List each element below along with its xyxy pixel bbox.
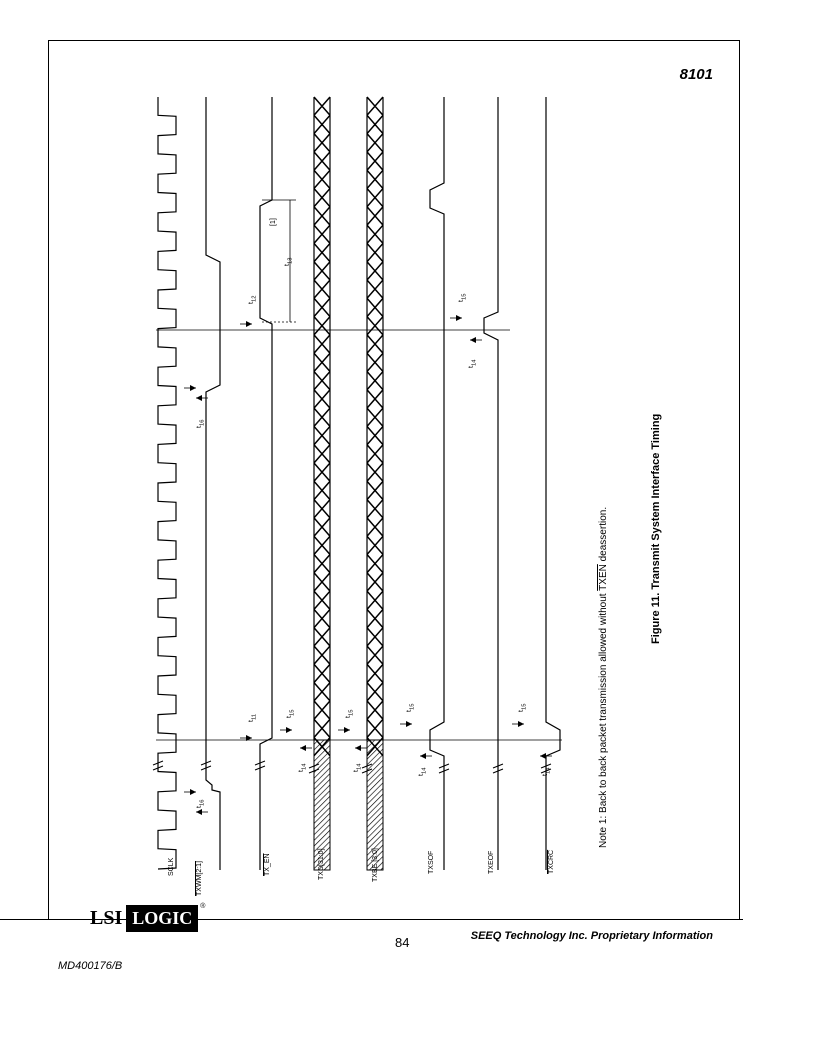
txwm-waveform [206,97,220,870]
footer-rule-left [0,919,52,920]
figure-caption: Figure 11. Transmit System Interface Timing [650,413,662,644]
signal-label-txcrc: TXCRC [548,849,555,874]
sclk-waveform [158,97,176,869]
signal-label-txwm: TXWM[2:1] [196,860,203,896]
page-number: 84 [395,935,410,950]
txbe-bus-crossings [367,97,383,756]
txd-bus-crossings [314,97,330,756]
timing-label-t16-a: $t_{16}$ [196,799,206,808]
timing-label-t11: $t_{11}$ [248,713,258,722]
footer-rule-right [195,919,743,920]
timing-label-t14-txd: $t_{14}$ [298,763,308,772]
timing-label-t14-txcrc: $t_{14}$ [542,767,552,776]
timing-label-t13: $t_{13}$ [284,257,294,266]
timing-label-t15-txsof-b: $t_{15}$ [458,293,468,302]
note-ref-label: [1] [270,218,277,226]
lsi-logic-logo: LSI LOGIC ® [86,903,205,933]
timing-label-t14-txbe: $t_{14}$ [353,763,363,772]
timing-label-t15-txcrc: $t_{15}$ [518,703,528,712]
signal-label-txbe: TXBE [3:0] [372,848,379,882]
timing-label-t15-txd: $t_{15}$ [286,709,296,718]
document-code: MD400176/B [58,960,123,972]
figure-note: Note 1: Back to back packet transmission allowed without TXEN deassertion. [598,506,609,848]
signal-label-txeof: TXEOF [488,850,495,874]
timing-label-t14-txsof-b: $t_{14}$ [468,359,478,368]
proprietary-notice: SEEQ Technology Inc. Proprietary Information [470,930,713,942]
txeof-waveform [484,97,498,870]
part-number: 8101 [679,66,713,83]
txcrc-waveform [546,97,560,870]
timing-label-t15-txsof-a: $t_{15}$ [406,703,416,712]
tx-en-waveform [260,97,272,870]
signal-label-sclk: SCLK [168,857,175,876]
timing-label-t12: $t_{12}$ [248,295,258,304]
signal-label-txd: TXD[31:0] [318,848,325,880]
txsof-waveform [430,97,444,870]
timing-label-t16-b: $t_{16}$ [196,419,206,428]
signal-label-tx-en: TX_EN [264,853,271,876]
timing-label-t15-txbe: $t_{15}$ [345,709,355,718]
signal-label-txsof: TXSOF [428,850,435,874]
timing-label-t14-txsof-a: $t_{14}$ [418,767,428,776]
